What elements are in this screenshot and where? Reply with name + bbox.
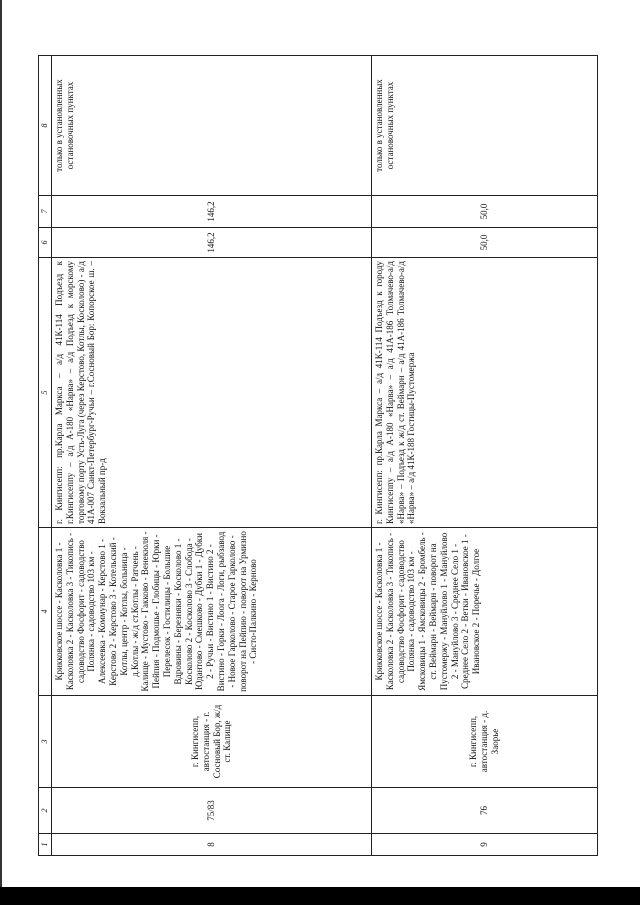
column-header: 3 <box>39 696 52 788</box>
table-row <box>372 56 598 856</box>
rotated-table-wrapper <box>38 56 598 856</box>
route-stops: Крикковское шоссе - Касколовка 1 - Касколовка 2 - Касколовка 3 - Тикопись - садоводство Фосфорит - садоводство Полянка - садоводство 103 км - Ямсковицы 1 - Ямсковицы 2 - Бромбель - ст. Веймарн - Веймарн - поворот на Пустомержу - Мануйлово 1 - Мануйлово 2 - Мануйлово 3 - Среднее Село 1 - Среднее Село 2 - Ветки - Ивановское 1 - Ивановское 2 - Поречье - Долгое <box>372 528 598 696</box>
route-endpoints: г. Кингисепп, автостанция - д. Заорье <box>372 696 598 788</box>
route-roads: г. Кингисепп: пр.Карла Маркса – а/д 41К-114 Подъезд к г.Кингисеппу – а/д А-180 «Нарва» – а/д Подъезд к морскому торговому порту Усть-Луга (через Керстово, Котлы, Косколово) - а/д 41А-007 Санкт-Петербург-Ручьи – г.Сосновый Бор: Копорское ш. – Вокзальный пр-д <box>52 258 372 528</box>
scan-bottom-edge <box>0 887 640 905</box>
route-length: 146,2 <box>52 228 372 258</box>
route-code: 75/83 <box>52 788 372 834</box>
column-header: 1 <box>39 834 52 856</box>
column-header: 4 <box>39 528 52 696</box>
stop-rule-note: только в установленных остановочных пунктах <box>52 56 372 196</box>
route-length-alt: 50,0 <box>372 196 598 228</box>
column-header: 2 <box>39 788 52 834</box>
route-stops: Крикковское шоссе - Касколовка 1 - Касколовка 2 - Касколовка 3 - Тикопись - садоводство Фосфорит - садоводство Полянка - садоводство 103 км - Алексеевка - Коммунар - Керстово 1 - Керстово 2 - Керстово 3 - Котельский - Котлы, центр - Котлы, больница - д.Котлы - ж/д ст.Котлы - Ратчень - Калище - Мустово - Гакково - Венекюля - Пейпия - Подмошье - Глобицы - Юрки - Перелесок - Гостилицы - Большие Вдровины - Березняки - Косколово 1 - Косколово 2 - Косколово 3 - Слобода - Юдантово - Смешково - Дубки 1 - Дубки 2 - Ручьи - Вистино 1 - Вистино 2 - Вистино - Горки - Лоога - Логи, рыбзавод - Новое Гарколово - Старое Гарколово - поворот на Пейпию - поворот на Урмизно - Систо-Палкино - Керново <box>52 528 372 696</box>
route-register-table <box>38 55 598 856</box>
column-header: 6 <box>39 228 52 258</box>
row-number: 9 <box>372 834 598 856</box>
row-number: 8 <box>52 834 372 856</box>
column-header: 8 <box>39 56 52 196</box>
table-row <box>52 56 372 856</box>
route-roads: г. Кингисепп: пр.Карла Маркса – а/д 41К-114 Подъезд к городу Кингисеппу – а/д А-180 «Нарва» – а/д 41А-186 Толмачево-а/д «Нарва» – Подъезд к ж/д ст. Веймарн – а/д 41А-186 Толмачево-а/д «Нарва» – а/д 41К-188 Гостицы-Пустомержа <box>372 258 598 528</box>
column-header: 5 <box>39 258 52 528</box>
route-length-alt: 146,2 <box>52 196 372 228</box>
route-endpoints: г. Кингисепп, автостанция - г. Сосновый Бор, ж/д ст. Калище <box>52 696 372 788</box>
stop-rule-note: только в установленных остановочных пунктах <box>372 56 598 196</box>
route-length: 50,0 <box>372 228 598 258</box>
column-number-row <box>39 56 52 856</box>
route-code: 76 <box>372 788 598 834</box>
column-header: 7 <box>39 196 52 228</box>
scan-left-edge <box>0 0 2 887</box>
